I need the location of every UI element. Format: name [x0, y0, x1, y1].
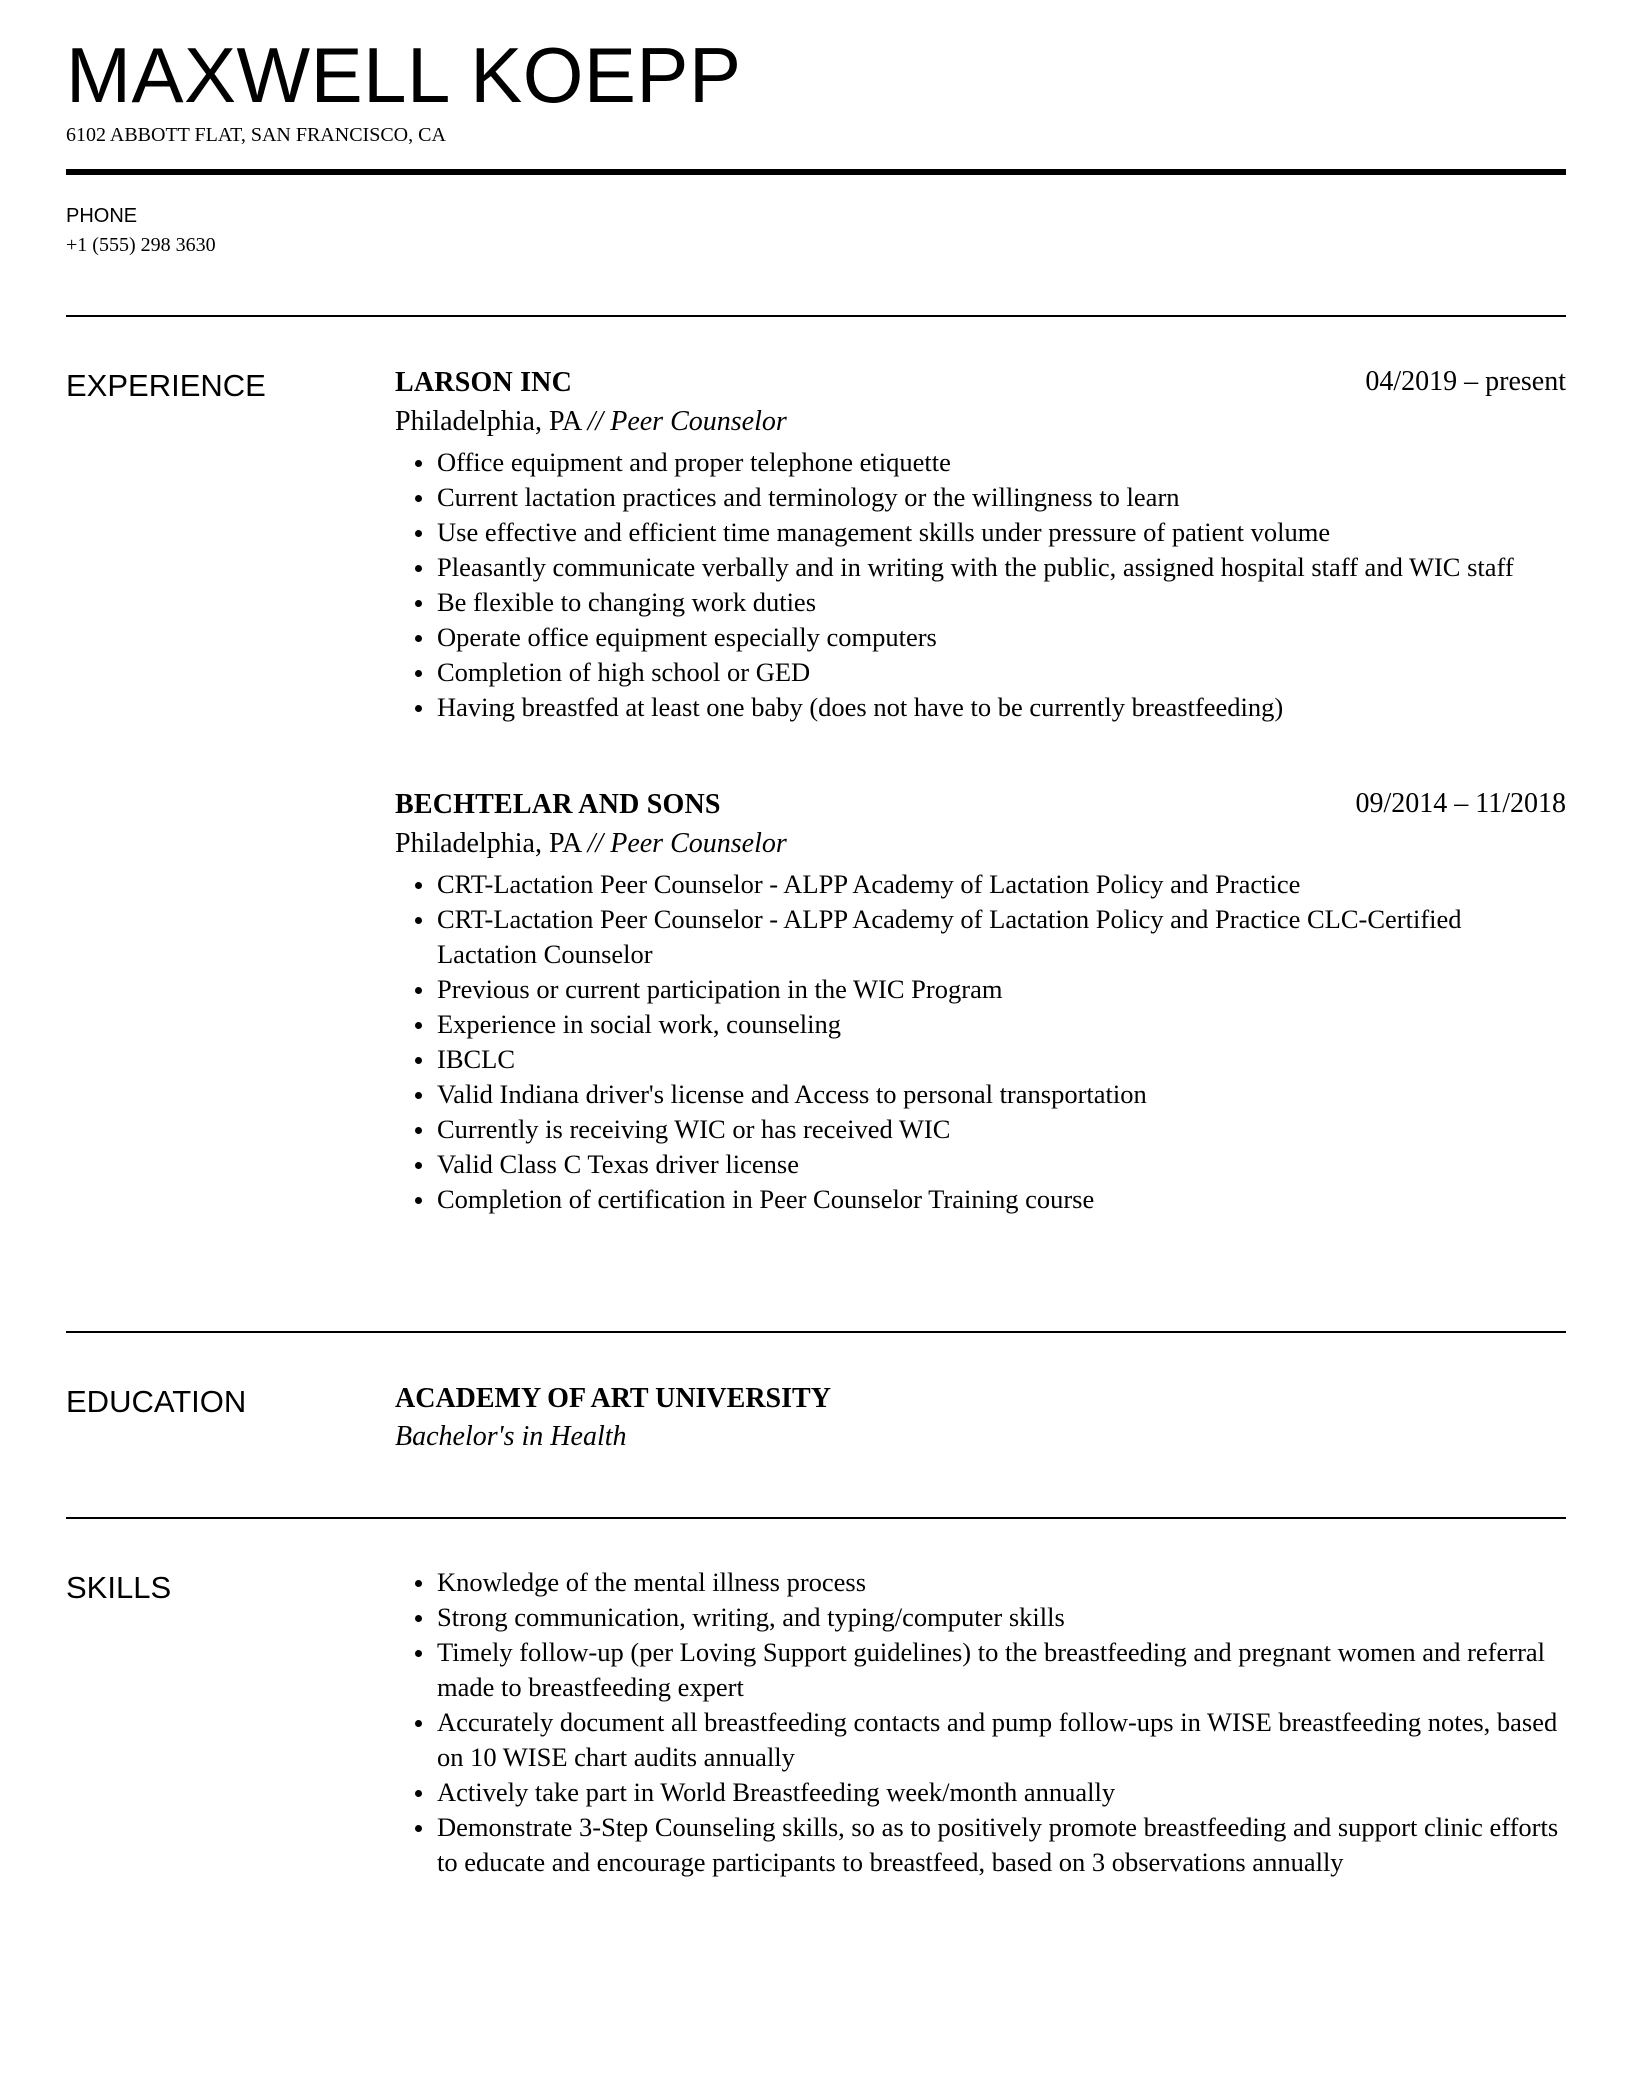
- degree: Bachelor's in Health: [395, 1421, 627, 1452]
- list-item: CRT-Lactation Peer Counselor - ALPP Academy of Lactation Policy and Practice: [395, 867, 1566, 902]
- list-item: Office equipment and proper telephone etiquette: [395, 445, 1566, 480]
- job-header: [395, 362, 1566, 402]
- list-item: Be flexible to changing work duties: [395, 585, 1566, 620]
- list-item: Pleasantly communicate verbally and in writing with the public, assigned hospital staff and WIC staff: [395, 550, 1566, 585]
- list-item: Knowledge of the mental illness process: [395, 1565, 1566, 1600]
- job-duties-list: [395, 445, 1566, 725]
- skills-list: [395, 1565, 1566, 1880]
- job-location: Philadelphia, PA: [395, 406, 581, 437]
- list-item: Current lactation practices and terminology or the willingness to learn: [395, 480, 1566, 515]
- list-item: Previous or current participation in the WIC Program: [395, 972, 1566, 1007]
- section-divider: [66, 1331, 1566, 1333]
- list-item: CRT-Lactation Peer Counselor - ALPP Academy of Lactation Policy and Practice CLC-Certified Lactation Counselor: [395, 902, 1566, 972]
- list-item: Timely follow-up (per Loving Support guidelines) to the breastfeeding and pregnant women and referral made to breastfeeding expert: [395, 1635, 1566, 1705]
- list-item: Actively take part in World Breastfeeding week/month annually: [395, 1775, 1566, 1810]
- list-item: Completion of high school or GED: [395, 655, 1566, 690]
- education-section: [395, 1380, 1566, 1456]
- candidate-address: 6102 ABBOTT FLAT, SAN FRANCISCO, CA: [66, 124, 446, 146]
- skills-section: [395, 1565, 1566, 1880]
- list-item: Strong communication, writing, and typing/computer skills: [395, 1600, 1566, 1635]
- job-entry: [395, 362, 1566, 725]
- list-item: Operate office equipment especially computers: [395, 620, 1566, 655]
- skills-section-title: SKILLS: [66, 1570, 172, 1605]
- list-item: Valid Indiana driver's license and Access to personal transportation: [395, 1077, 1566, 1112]
- list-item: Currently is receiving WIC or has received WIC: [395, 1112, 1566, 1147]
- list-item: IBCLC: [395, 1042, 1566, 1077]
- experience-section-title: EXPERIENCE: [66, 368, 266, 403]
- experience-section: [395, 362, 1566, 1217]
- list-item: Valid Class C Texas driver license: [395, 1147, 1566, 1182]
- list-item: Experience in social work, counseling: [395, 1007, 1566, 1042]
- job-entry: [395, 784, 1566, 1217]
- header-divider: [66, 169, 1566, 175]
- section-divider: [66, 315, 1566, 317]
- company-name: LARSON INC: [395, 367, 573, 398]
- role-separator: //: [587, 828, 604, 859]
- list-item: Demonstrate 3-Step Counseling skills, so as to positively promote breastfeeding and support clinic efforts to educate and encourage participants to breastfeed, based on 3 observations annually: [395, 1810, 1566, 1880]
- job-dates: 09/2014 – 11/2018: [1355, 788, 1566, 819]
- phone-number: +1 (555) 298 3630: [66, 234, 216, 256]
- list-item: Having breastfed at least one baby (does not have to be currently breastfeeding): [395, 690, 1566, 725]
- school-name: ACADEMY OF ART UNIVERSITY: [395, 1383, 831, 1414]
- job-duties-list: [395, 867, 1566, 1217]
- list-item: Use effective and efficient time management skills under pressure of patient volume: [395, 515, 1566, 550]
- job-header: [395, 784, 1566, 824]
- list-item: Accurately document all breastfeeding contacts and pump follow-ups in WISE breastfeeding notes, based on 10 WISE chart audits annually: [395, 1705, 1566, 1775]
- job-location: Philadelphia, PA: [395, 828, 581, 859]
- job-location-role: [395, 402, 1566, 442]
- list-item: Completion of certification in Peer Counselor Training course: [395, 1182, 1566, 1217]
- company-name: BECHTELAR AND SONS: [395, 789, 721, 820]
- phone-label: PHONE: [66, 205, 138, 227]
- role-separator: //: [587, 406, 604, 437]
- job-location-role: [395, 824, 1566, 864]
- job-dates: 04/2019 – present: [1365, 366, 1566, 397]
- education-section-title: EDUCATION: [66, 1384, 247, 1419]
- job-role: Peer Counselor: [610, 828, 787, 859]
- job-role: Peer Counselor: [610, 406, 787, 437]
- section-divider: [66, 1517, 1566, 1519]
- candidate-name: MAXWELL KOEPP: [66, 31, 742, 119]
